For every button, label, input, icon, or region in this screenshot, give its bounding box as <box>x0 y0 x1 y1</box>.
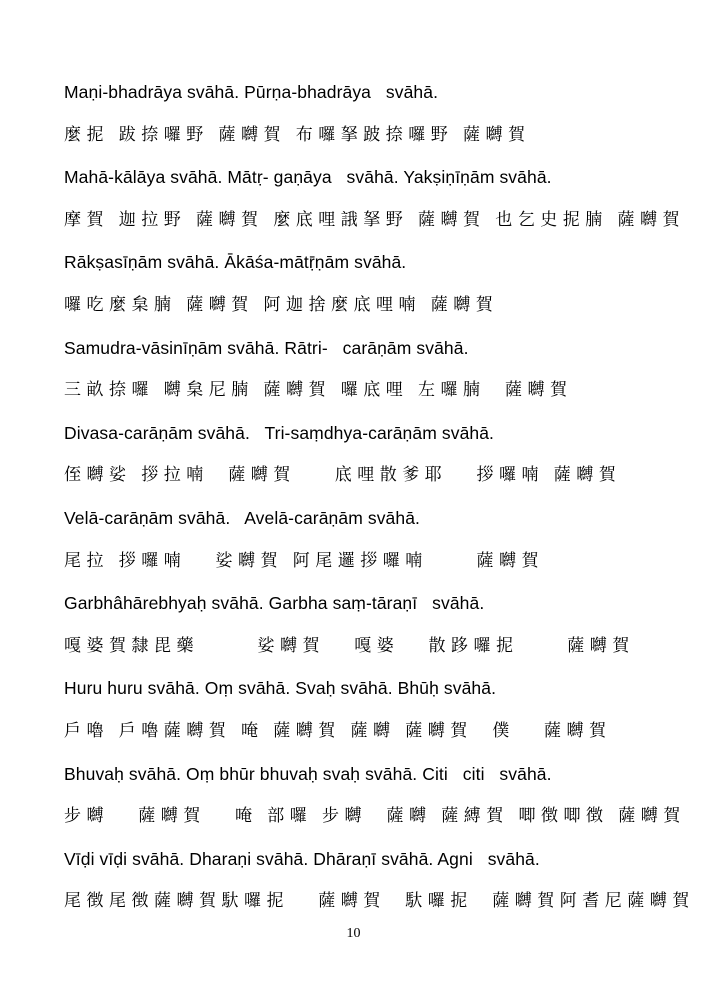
sanskrit-line-9: Bhuvaḥ svāhā. Oṃ bhūr bhuvaḥ svaḥ svāhā. Citi citi svāhā. <box>64 763 552 784</box>
sanskrit-line-1: Maṇi-bhadrāya svāhā. Pūrṇa-bhadrāya svāhā. <box>64 82 439 102</box>
chinese-line-1: 麼抳 跋捺囉野 薩嚩賀 布囉拏跛捺囉野 薩嚩賀 <box>64 124 531 144</box>
sanskrit-line-7: Garbhâhārebhyaḥ svāhā. Garbha saṃ-tāraṇī svāhā. <box>64 593 485 614</box>
sanskrit-line-10: Vīḍi vīḍi svāhā. Dharaṇi svāhā. Dhāraṇī svāhā. Agni svāhā. <box>64 848 540 869</box>
chinese-line-5: 侄嚩娑 拶拉喃 薩嚩賀 底哩散爹耶 拶囉喃 薩嚩賀 <box>64 465 622 485</box>
sanskrit-line-8: Huru huru svāhā. Oṃ svāhā. Svaḥ svāhā. Bhūḥ svāhā. <box>64 678 497 699</box>
chinese-line-7: 嘎婆賀隸毘藥 娑嚩賀 嘎婆 散跢囉抳 薩嚩賀 <box>64 635 635 655</box>
chinese-line-3: 囉吃麼枲腩 薩嚩賀 阿迦捨麼底哩喃 薩嚩賀 <box>64 294 499 314</box>
sanskrit-line-4: Samudra-vāsinīṇām svāhā. Rātri- carāṇām svāhā. <box>64 337 469 358</box>
sanskrit-line-5: Divasa-carāṇām svāhā. Tri-saṃdhya-carāṇām svāhā. <box>64 422 495 443</box>
sanskrit-line-6: Velā-carāṇām svāhā. Avelā-carāṇām svāhā. <box>64 507 421 528</box>
chinese-line-6: 尾拉 拶囉喃 娑嚩賀 阿尾邏拶囉喃 薩嚩賀 <box>64 550 544 570</box>
sanskrit-line-3: Rākṣasīṇām svāhā. Ākāśa-mātṝṇām svāhā. <box>64 252 407 273</box>
chinese-line-4: 三畝捺囉 嚩枲尼腩 薩嚩賀 囉底哩 左囉腩 薩嚩賀 <box>64 380 573 400</box>
chinese-line-8: 戶嚕 戶嚕薩嚩賀 唵 薩嚩賀 薩嚩 薩嚩賀 僕 薩嚩賀 <box>64 720 612 740</box>
chinese-line-2: 摩賀 迦拉野 薩嚩賀 麼底哩誐拏野 薩嚩賀 也乞史抳腩 薩嚩賀 <box>64 209 685 229</box>
page-number: 10 <box>346 925 361 941</box>
sanskrit-line-2: Mahā-kālāya svāhā. Mātṛ- gaṇāya svāhā. Yakṣiṇīṇām svāhā. <box>64 167 552 188</box>
chinese-line-10: 尾徴尾徴薩嚩賀馱囉抳 薩嚩賀 馱囉抳 薩嚩賀阿耆尼薩嚩賀 <box>64 891 695 911</box>
chinese-line-9: 步嚩 薩嚩賀 唵 部囉 步嚩 薩嚩 薩縛賀 唧徴唧徴 薩嚩賀 <box>64 806 686 826</box>
